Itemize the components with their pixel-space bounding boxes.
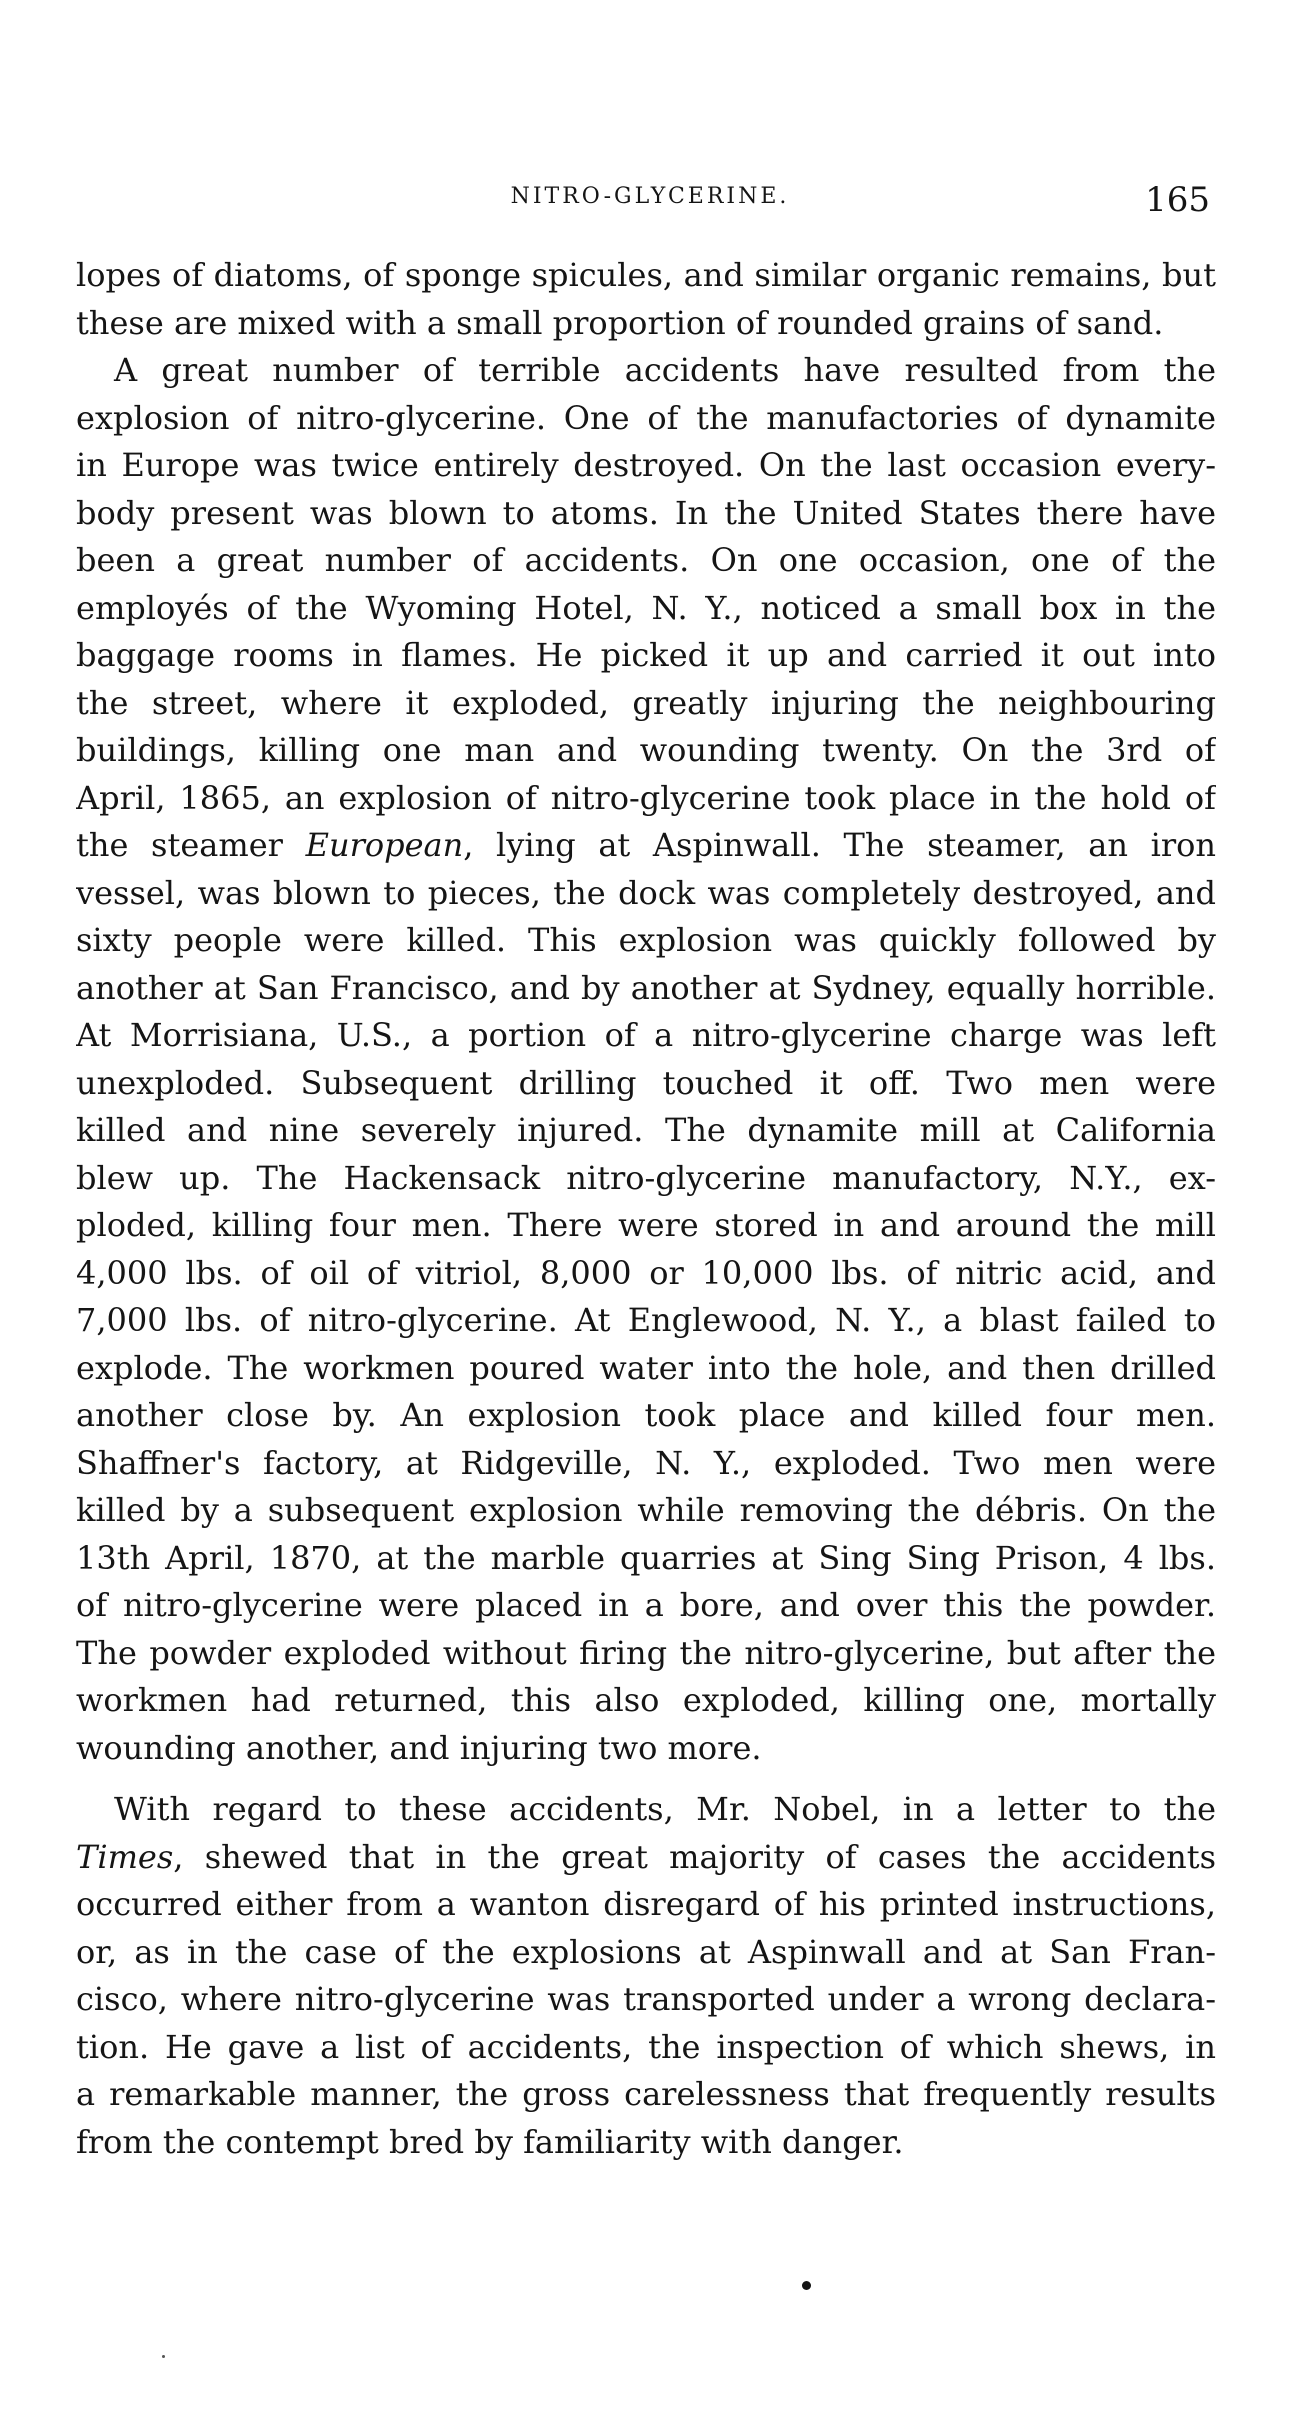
text-line: 4,000 lbs. of oil of vitriol, 8,000 or 10,000 lbs. of nitric acid, and <box>76 1253 1216 1292</box>
text-segment: , shewed that in the great majority of cases the accidents <box>173 1837 1216 1876</box>
text-line: baggage rooms in flames. He picked it up and carried it out into <box>76 636 1216 674</box>
text-segment: the steamer <box>76 826 306 864</box>
text-line: cisco, where nitro-glycerine was transported under a wrong declara- <box>76 1980 1216 2018</box>
text-line: explosion of nitro-glycerine. One of the manufactories of dynamite <box>76 398 1216 437</box>
text-line: killed by a subsequent explosion while removing the débris. On the <box>76 1491 1216 1529</box>
paragraph <box>76 347 1216 1772</box>
running-head-title: NITRO-GLYCERINE. <box>510 184 790 209</box>
text-line: of nitro-glycerine were placed in a bore, and over this the powder. <box>76 1586 1216 1624</box>
text-line: explode. The workmen poured water into the hole, and then drilled <box>76 1348 1216 1387</box>
text-line: wounding another, and injuring two more. <box>76 1728 762 1767</box>
text-line <box>76 822 1216 870</box>
text-line: The powder exploded without firing the nitro-glycerine, but after the <box>76 1633 1216 1672</box>
text-line: the street, where it exploded, greatly injuring the neighbouring <box>76 683 1216 722</box>
paragraph <box>76 252 1216 347</box>
text-line: A great number of terrible accidents have resulted from the <box>114 351 1216 389</box>
text-line: blew up. The Hackensack nitro-glycerine manufactory, N.Y., ex- <box>76 1158 1216 1197</box>
text-line: ploded, killing four men. There were stored in and around the mill <box>76 1206 1216 1244</box>
text-line: lopes of diatoms, of sponge spicules, and similar organic remains, but <box>76 256 1216 294</box>
running-head <box>0 180 1300 230</box>
text-line: At Morrisiana, U.S., a portion of a nitro-glycerine charge was left <box>76 1016 1216 1054</box>
text-line: from the contempt bred by familiarity with danger. <box>76 2122 904 2161</box>
text-line: a remarkable manner, the gross carelessness that frequently results <box>76 2075 1216 2113</box>
ink-dot <box>802 2281 811 2290</box>
page-number: 165 <box>1145 180 1210 220</box>
text-line: these are mixed with a small proportion of rounded grains of sand. <box>76 303 1164 342</box>
text-line: workmen had returned, this also exploded, killing one, mortally <box>76 1681 1216 1719</box>
text-line: body present was blown to atoms. In the United States there have <box>76 493 1216 532</box>
text-line: buildings, killing one man and wounding twenty. On the 3rd of <box>76 731 1216 769</box>
text-line: another close by. An explosion took place and killed four men. <box>76 1396 1216 1434</box>
text-line: vessel, was blown to pieces, the dock was completely destroyed, and <box>76 873 1216 912</box>
text-line: 13th April, 1870, at the marble quarries at Sing Sing Prison, 4 lbs. <box>76 1538 1216 1577</box>
body-text <box>76 252 1216 2166</box>
text-line: 7,000 lbs. of nitro-glycerine. At Englewood, N. Y., a blast failed to <box>76 1301 1216 1339</box>
text-line: unexploded. Subsequent drilling touched it off. Two men were <box>76 1063 1216 1102</box>
text-line: killed and nine severely injured. The dynamite mill at California <box>76 1111 1216 1149</box>
text-segment: , lying at Aspinwall. The steamer, an iron <box>463 826 1216 864</box>
text-line: employés of the Wyoming Hotel, N. Y., noticed a small box in the <box>76 588 1216 627</box>
text-line: been a great number of accidents. On one occasion, one of the <box>76 541 1216 579</box>
paragraph-gap <box>76 1772 1216 1786</box>
italic-title: European <box>305 826 464 864</box>
text-line: tion. He gave a list of accidents, the inspection of which shews, in <box>76 2027 1216 2066</box>
ink-speck <box>162 2355 165 2358</box>
text-line: occurred either from a wanton disregard of his printed instructions, <box>76 1885 1216 1923</box>
text-line: in Europe was twice entirely destroyed. On the last occasion every- <box>76 446 1216 484</box>
text-line: sixty people were killed. This explosion was quickly followed by <box>76 921 1216 959</box>
text-line: or, as in the case of the explosions at Aspinwall and at San Fran- <box>76 1932 1216 1971</box>
text-line <box>76 1834 1216 1882</box>
text-line: Shaffner's factory, at Ridgeville, N. Y., exploded. Two men were <box>76 1443 1216 1482</box>
text-line: April, 1865, an explosion of nitro-glycerine took place in the hold of <box>76 778 1216 817</box>
text-line: With regard to these accidents, Mr. Nobel, in a letter to the <box>114 1790 1216 1828</box>
paragraph <box>76 1786 1216 2166</box>
italic-title: Times <box>76 1837 174 1876</box>
text-line: another at San Francisco, and by another at Sydney, equally horrible. <box>76 968 1216 1007</box>
